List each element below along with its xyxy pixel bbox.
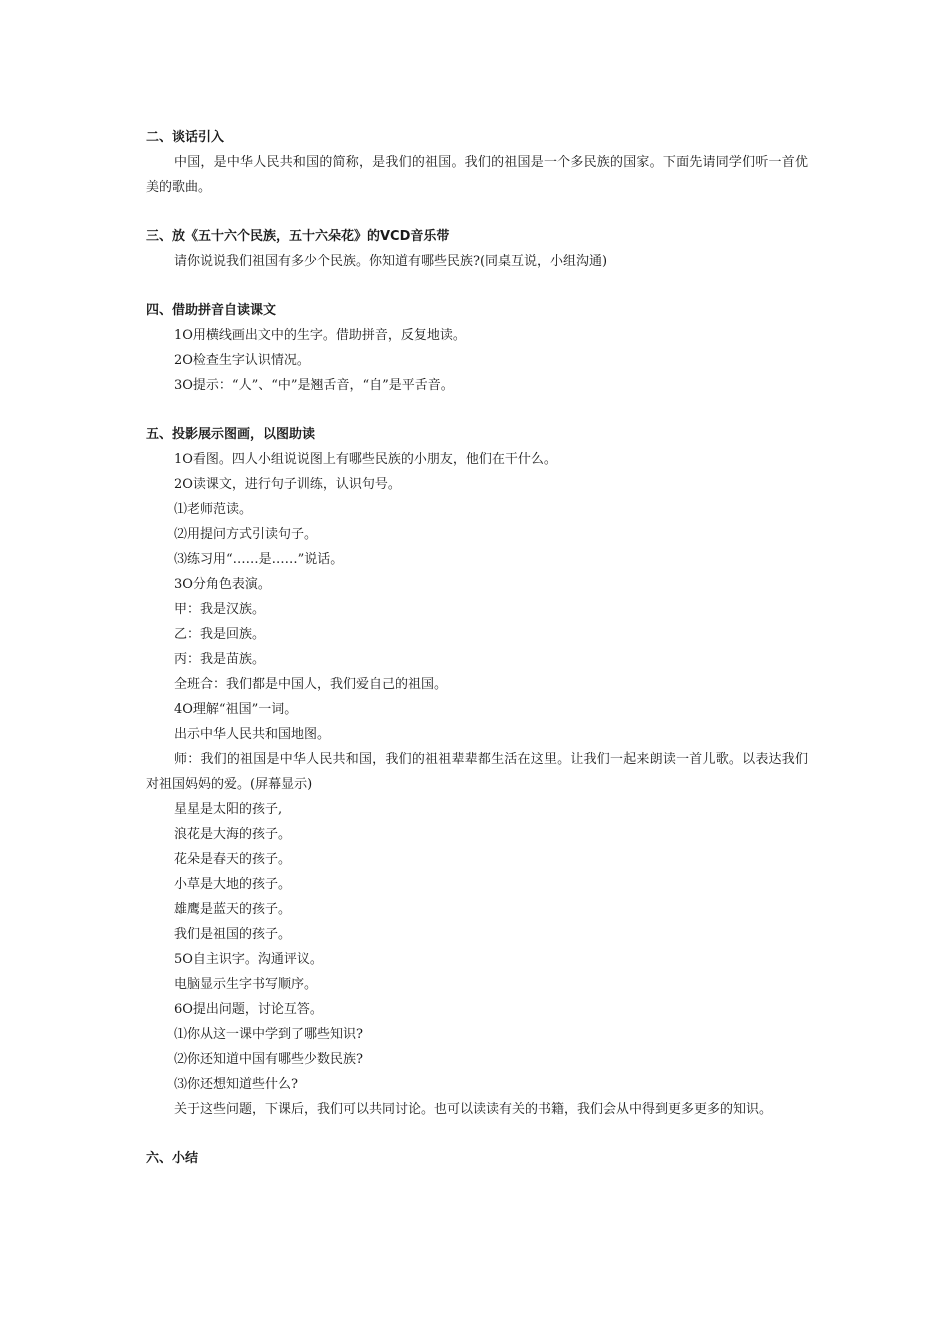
paragraph: 4O理解“祖国”一词。	[174, 702, 298, 717]
paragraph: 3O分角色表演。	[174, 577, 271, 592]
paragraph: 甲：我是汉族。	[174, 602, 266, 617]
question-line: ⑵你还知道中国有哪些少数民族?	[174, 1052, 363, 1067]
paragraph: ⑴老师范读。	[174, 502, 253, 517]
paragraph: 2O检查生字认识情况。	[174, 353, 310, 368]
question-line: ⑶你还想知道些什么?	[174, 1077, 298, 1092]
section-summary	[146, 1147, 808, 1171]
paragraph: 2O读课文，进行句子训练，认识句号。	[174, 477, 401, 492]
paragraph: 3O提示：“人”、“中”是翘舌音，“自”是平舌音。	[174, 378, 454, 393]
section-title: 二、谈话引入	[146, 130, 225, 145]
paragraph: ⑶练习用“……是……”说话。	[174, 552, 344, 567]
paragraph: 1O看图。四人小组说说图上有哪些民族的小朋友，他们在干什么。	[174, 452, 557, 467]
section-title: 五、投影展示图画，以图助读	[146, 427, 316, 442]
paragraph: 6O提出问题，讨论互答。	[174, 1002, 323, 1017]
paragraph: 乙：我是回族。	[174, 627, 266, 642]
poem-line: 星星是太阳的孩子,	[174, 802, 283, 817]
paragraph: 中国，是中华人民共和国的简称，是我们的祖国。我们的祖国是一个多民族的国家。下面先请同学们听一首优美的歌曲。	[146, 155, 808, 195]
paragraph: 5O自主识字。沟通评议。	[174, 952, 323, 967]
section-vcd-music	[146, 225, 808, 274]
paragraph: 关于这些问题，下课后，我们可以共同讨论。也可以读读有关的书籍，我们会从中得到更多更多的知识。	[174, 1102, 773, 1117]
section-intro	[146, 126, 808, 200]
poem-line: 我们是祖国的孩子。	[174, 927, 292, 942]
poem-line: 小草是大地的孩子。	[174, 877, 292, 892]
document-page	[146, 126, 808, 1171]
section-title: 六、小结	[146, 1151, 199, 1166]
section-title: 三、放《五十六个民族，五十六朵花》的VCD音乐带	[146, 229, 450, 244]
paragraph: ⑵用提问方式引读句子。	[174, 527, 318, 542]
paragraph: 全班合：我们都是中国人，我们爱自己的祖国。	[174, 677, 448, 692]
paragraph: 1O用横线画出文中的生字。借助拼音，反复地读。	[174, 328, 466, 343]
paragraph: 请你说说我们祖国有多少个民族。你知道有哪些民族?(同桌互说，小组沟通)	[174, 254, 608, 269]
poem-line: 雄鹰是蓝天的孩子。	[174, 902, 292, 917]
poem-line: 花朵是春天的孩子。	[174, 852, 292, 867]
paragraph: 师：我们的祖国是中华人民共和国，我们的祖祖辈辈都生活在这里。让我们一起来朗读一首儿歌。以表达我们对祖国妈妈的爱。(屏幕显示)	[146, 752, 808, 792]
section-title: 四、借助拼音自读课文	[146, 303, 277, 318]
paragraph: 丙：我是苗族。	[174, 652, 266, 667]
section-pinyin-reading	[146, 299, 808, 398]
section-picture-reading	[146, 423, 808, 1122]
poem-line: 浪花是大海的孩子。	[174, 827, 292, 842]
paragraph: 出示中华人民共和国地图。	[174, 727, 331, 742]
question-line: ⑴你从这一课中学到了哪些知识?	[174, 1027, 363, 1042]
paragraph: 电脑显示生字书写顺序。	[174, 977, 318, 992]
